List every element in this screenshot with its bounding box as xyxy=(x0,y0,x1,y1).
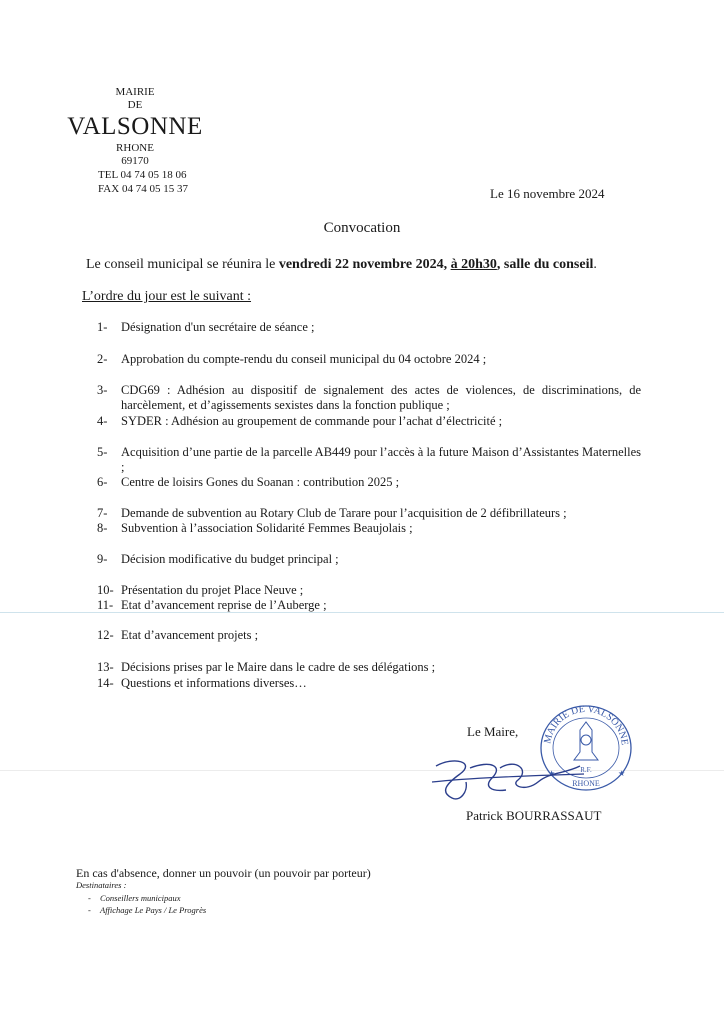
agenda-item-number: 14- xyxy=(97,676,114,690)
agenda-item-text: Décisions prises par le Maire dans le cadre de ses délégations ; xyxy=(121,660,436,674)
agenda-item-text: CDG69 : Adhésion au dispositif de signalement des actes de violences, de discriminations, de harcèlement, et d’agissements sexistes dans la fonction publique ; xyxy=(121,383,641,412)
agenda-item-text: Présentation du projet Place Neuve ; xyxy=(121,583,304,597)
stamp-star-icon: ★ xyxy=(548,769,556,778)
intro-suffix: . xyxy=(593,257,597,272)
mayor-name: Patrick BOURRASSAUT xyxy=(466,808,602,823)
agenda-item-text: Etat d’avancement projets ; xyxy=(121,628,259,642)
scan-line xyxy=(0,612,724,613)
agenda-item-number: 5- xyxy=(97,445,108,459)
agenda-item-text: Questions et informations diverses… xyxy=(121,676,307,690)
intro-place: , salle du conseil xyxy=(496,257,594,272)
agenda-item-text: Etat d’avancement reprise de l’Auberge ; xyxy=(121,598,327,612)
agenda-item-number: 2- xyxy=(97,352,108,366)
agenda-item-text: Décision modificative du budget principal ; xyxy=(121,552,339,566)
agenda-item-text: Demande de subvention au Rotary Club de Tarare pour l’acquisition de 2 défibrillateurs ; xyxy=(121,506,567,520)
header-line-mairie: MAIRIE xyxy=(115,86,155,98)
agenda-item-text: SYDER : Adhésion au groupement de commande pour l’achat d’électricité ; xyxy=(121,414,503,428)
agenda-item-number: 1- xyxy=(97,320,108,334)
recipient-text: Conseillers municipaux xyxy=(100,893,181,903)
stamp-rf: R.F. xyxy=(580,766,592,774)
agenda-item-text: Approbation du compte-rendu du conseil municipal du 04 octobre 2024 ; xyxy=(121,352,487,366)
agenda-item-number: 13- xyxy=(97,660,114,674)
recipient-item xyxy=(88,904,207,916)
absence-notice: En cas d'absence, donner un pouvoir (un pouvoir par porteur) xyxy=(76,866,371,880)
stamp-star-icon: ★ xyxy=(618,769,626,778)
agenda-item-text: Subvention à l’association Solidarité Femmes Beaujolais ; xyxy=(121,521,413,535)
intro-sentence xyxy=(86,257,597,273)
document-date: Le 16 novembre 2024 xyxy=(490,186,605,201)
header-tel: TEL 04 74 05 18 06 xyxy=(98,169,187,181)
agenda-heading: L’ordre du jour est le suivant : xyxy=(82,289,252,304)
handwritten-signature xyxy=(430,752,590,808)
agenda-item-number: 6- xyxy=(97,475,108,489)
stamp-emblem-head-icon xyxy=(581,735,591,745)
agenda-item-number: 3- xyxy=(97,383,108,397)
recipient-dash: - xyxy=(88,893,91,903)
agenda-item-text: Centre de loisirs Gones du Soanan : contribution 2025 ; xyxy=(121,475,400,489)
stamp-arc-text: MAIRIE DE VALSONNE xyxy=(542,703,630,746)
mairie-header xyxy=(60,86,260,196)
stamp-bottom: RHONE xyxy=(572,779,600,788)
header-commune: VALSONNE xyxy=(67,113,203,140)
intro-date: vendredi 22 novembre 2024, xyxy=(278,257,451,272)
agenda-item-text: Acquisition d’une partie de la parcelle AB449 pour l’accès à la future Maison d’Assistantes Maternelles ; xyxy=(121,445,641,474)
recipient-text: Affichage Le Pays / Le Progrès xyxy=(100,905,207,915)
agenda-item-number: 8- xyxy=(97,521,108,535)
intro-prefix: Le conseil municipal se réunira le xyxy=(86,257,279,272)
recipients-label: Destinataires : xyxy=(76,880,127,890)
header-fax: FAX 04 74 05 15 37 xyxy=(98,183,188,195)
agenda-item-number: 4- xyxy=(97,414,108,428)
agenda-item-number: 7- xyxy=(97,506,108,520)
mayor-title: Le Maire, xyxy=(467,724,519,739)
header-line-de: DE xyxy=(127,99,143,111)
agenda-item-text: Désignation d'un secrétaire de séance ; xyxy=(121,320,315,334)
document-title: Convocation xyxy=(323,220,401,236)
header-departement: RHONE xyxy=(116,142,154,154)
recipient-dash: - xyxy=(88,905,91,915)
intro-time: à 20h30 xyxy=(450,257,497,272)
agenda-item-number: 9- xyxy=(97,552,108,566)
header-postal-code: 69170 xyxy=(121,155,149,167)
agenda-item-number: 10- xyxy=(97,583,114,597)
recipient-item xyxy=(88,892,206,904)
recipients-list xyxy=(88,892,207,916)
agenda-item-number: 11- xyxy=(97,598,114,612)
agenda-item-number: 12- xyxy=(97,628,114,642)
